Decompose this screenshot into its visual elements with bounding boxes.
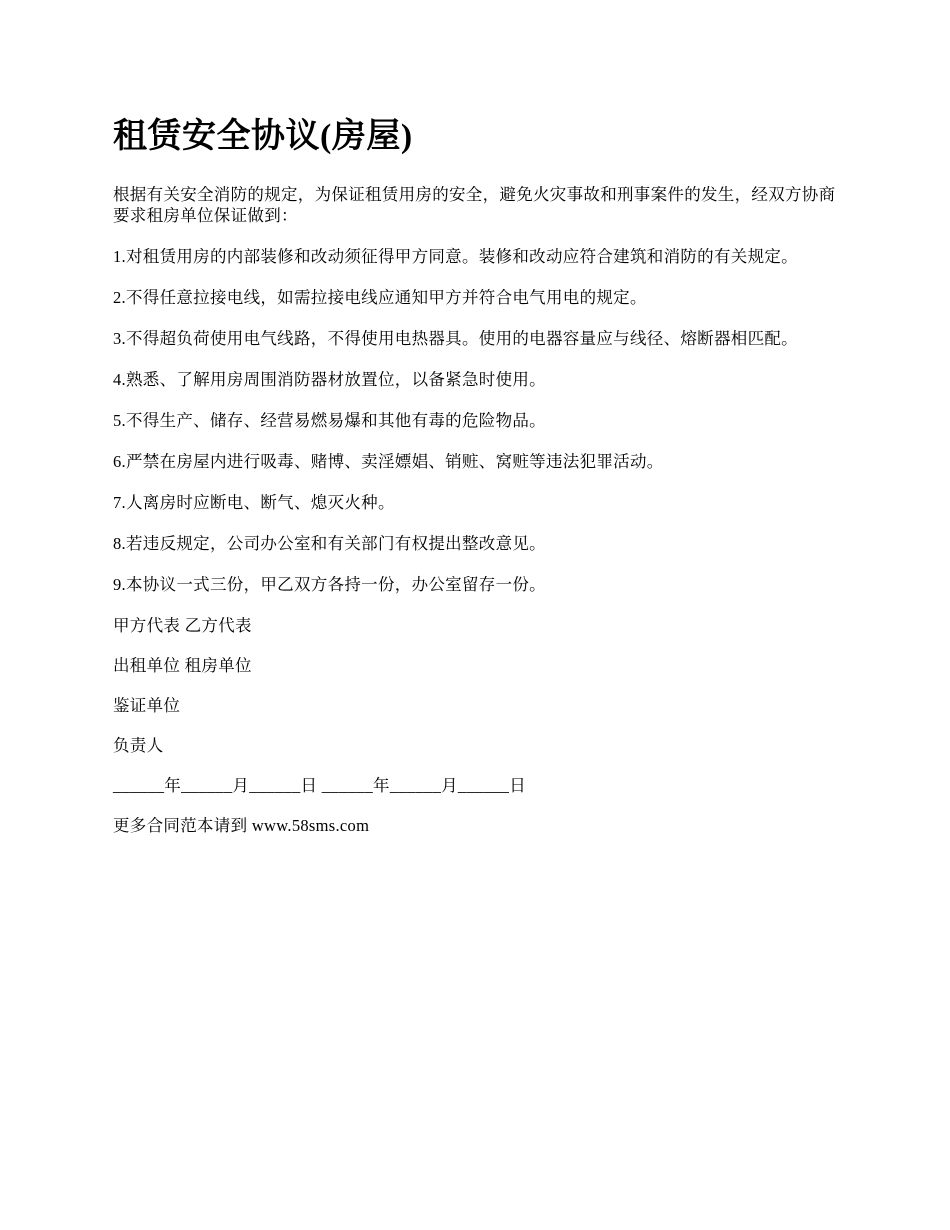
signature-representatives: 甲方代表 乙方代表 xyxy=(113,616,252,635)
signature-witness: 鉴证单位 xyxy=(113,696,181,715)
footer-note: 更多合同范本请到 www.58sms.com xyxy=(113,816,370,835)
document-page xyxy=(113,112,843,856)
signature-responsible: 负责人 xyxy=(113,736,164,755)
signature-dates: ______年______月______日 ______年______月______日 xyxy=(113,776,527,795)
clause-3: 3.不得超负荷使用电气线路，不得使用电热器具。使用的电器容量应与线径、熔断器相匹配。 xyxy=(113,329,798,348)
clause-7: 7.人离房时应断电、断气、熄灭火种。 xyxy=(113,493,395,512)
clause-9: 9.本协议一式三份，甲乙双方各持一份，办公室留存一份。 xyxy=(113,575,546,594)
clause-8: 8.若违反规定，公司办公室和有关部门有权提出整改意见。 xyxy=(113,534,546,553)
clause-5: 5.不得生产、储存、经营易燃易爆和其他有毒的危险物品。 xyxy=(113,411,546,430)
clause-2: 2.不得任意拉接电线，如需拉接电线应通知甲方并符合电气用电的规定。 xyxy=(113,288,647,307)
clause-1: 1.对租赁用房的内部装修和改动须征得甲方同意。装修和改动应符合建筑和消防的有关规定。 xyxy=(113,247,798,266)
intro-paragraph: 根据有关安全消防的规定，为保证租赁用房的安全，避免火灾事故和刑事案件的发生，经双方协商要求租房单位保证做到： xyxy=(113,185,836,225)
clause-6: 6.严禁在房屋内进行吸毒、赌博、卖淫嫖娼、销赃、窝赃等违法犯罪活动。 xyxy=(113,452,664,471)
clause-4: 4.熟悉、了解用房周围消防器材放置位，以备紧急时使用。 xyxy=(113,370,546,389)
document-title: 租赁安全协议(房屋) xyxy=(113,118,413,155)
signature-units: 出租单位 租房单位 xyxy=(113,656,252,675)
